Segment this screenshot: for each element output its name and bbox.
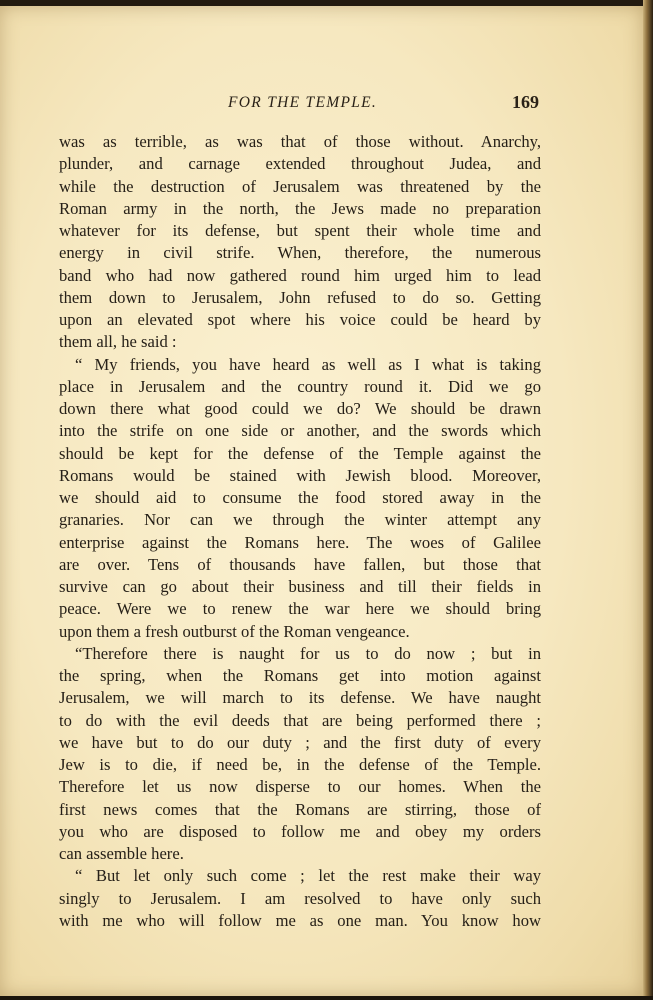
text-line: Therefore let us now disperse to our homes. When the	[59, 777, 541, 797]
book-page	[0, 6, 643, 996]
text-line: you who are disposed to follow me and obey my orders	[59, 821, 541, 841]
page-bottom-edge	[0, 996, 653, 1000]
text-line: into the strife on one side or another, and the swords which	[59, 421, 541, 441]
running-head	[0, 92, 643, 116]
text-line: them all, he said :	[59, 332, 177, 352]
text-line: first news comes that the Romans are stirring, those of	[59, 799, 541, 819]
text-line: “Therefore there is naught for us to do now ; but in	[75, 643, 541, 663]
text-line: whatever for its defense, but spent their whole time and	[59, 221, 541, 240]
text-line: should be kept for the defense of the Temple against the	[59, 443, 541, 463]
text-line: while the destruction of Jerusalem was threatened by the	[59, 176, 541, 196]
text-line: are over. Tens of thousands have fallen, but those that	[59, 554, 541, 574]
text-line: plunder, and carnage extended throughout Judea, and	[59, 154, 541, 174]
text-line: the spring, when the Romans get into motion against	[59, 666, 541, 685]
text-line: can assemble here.	[59, 844, 184, 863]
text-line: we should aid to consume the food stored away in the	[59, 488, 541, 507]
text-line: down there what good could we do? We should be drawn	[59, 399, 541, 418]
running-title: FOR THE TEMPLE.	[228, 94, 378, 111]
text-line: Romans would be stained with Jewish blood. Moreover,	[59, 465, 541, 485]
text-line: “ But let only such come ; let the rest make their way	[75, 866, 541, 886]
text-line: was as terrible, as was that of those without. Anarchy,	[59, 132, 541, 151]
text-line: Jerusalem, we will march to its defense. We have naught	[59, 688, 541, 708]
page-number: 169	[512, 92, 539, 112]
text-line: upon them a fresh outburst of the Roman vengeance.	[59, 621, 410, 641]
text-line: we have but to do our duty ; and the first duty of every	[59, 732, 541, 752]
text-line: to do with the evil deeds that are being performed there ;	[59, 710, 541, 730]
text-line: place in Jerusalem and the country round it. Did we go	[59, 376, 541, 396]
text-line: peace. Were we to renew the war here we should bring	[59, 599, 541, 619]
text-line: Jew is to die, if need be, in the defense of the Temple.	[59, 755, 541, 774]
text-line: survive can go about their business and till their fields in	[59, 577, 541, 596]
text-line: enterprise against the Romans here. The woes of Galilee	[59, 532, 541, 552]
body-text	[59, 131, 541, 932]
text-line: upon an elevated spot where his voice could be heard by	[59, 310, 541, 329]
text-line: them down to Jerusalem, John refused to do so. Getting	[59, 287, 541, 307]
page-right-edge	[643, 0, 653, 1000]
text-line: granaries. Nor can we through the winter attempt any	[59, 510, 541, 530]
text-line: with me who will follow me as one man. You know how	[59, 910, 541, 930]
text-line: “ My friends, you have heard as well as I what is taking	[75, 354, 541, 374]
text-line: Roman army in the north, the Jews made no preparation	[59, 198, 541, 218]
text-line: energy in civil strife. When, therefore, the numerous	[59, 243, 541, 263]
text-line: singly to Jerusalem. I am resolved to have only such	[59, 888, 541, 908]
text-line: band who had now gathered round him urged him to lead	[59, 265, 541, 285]
